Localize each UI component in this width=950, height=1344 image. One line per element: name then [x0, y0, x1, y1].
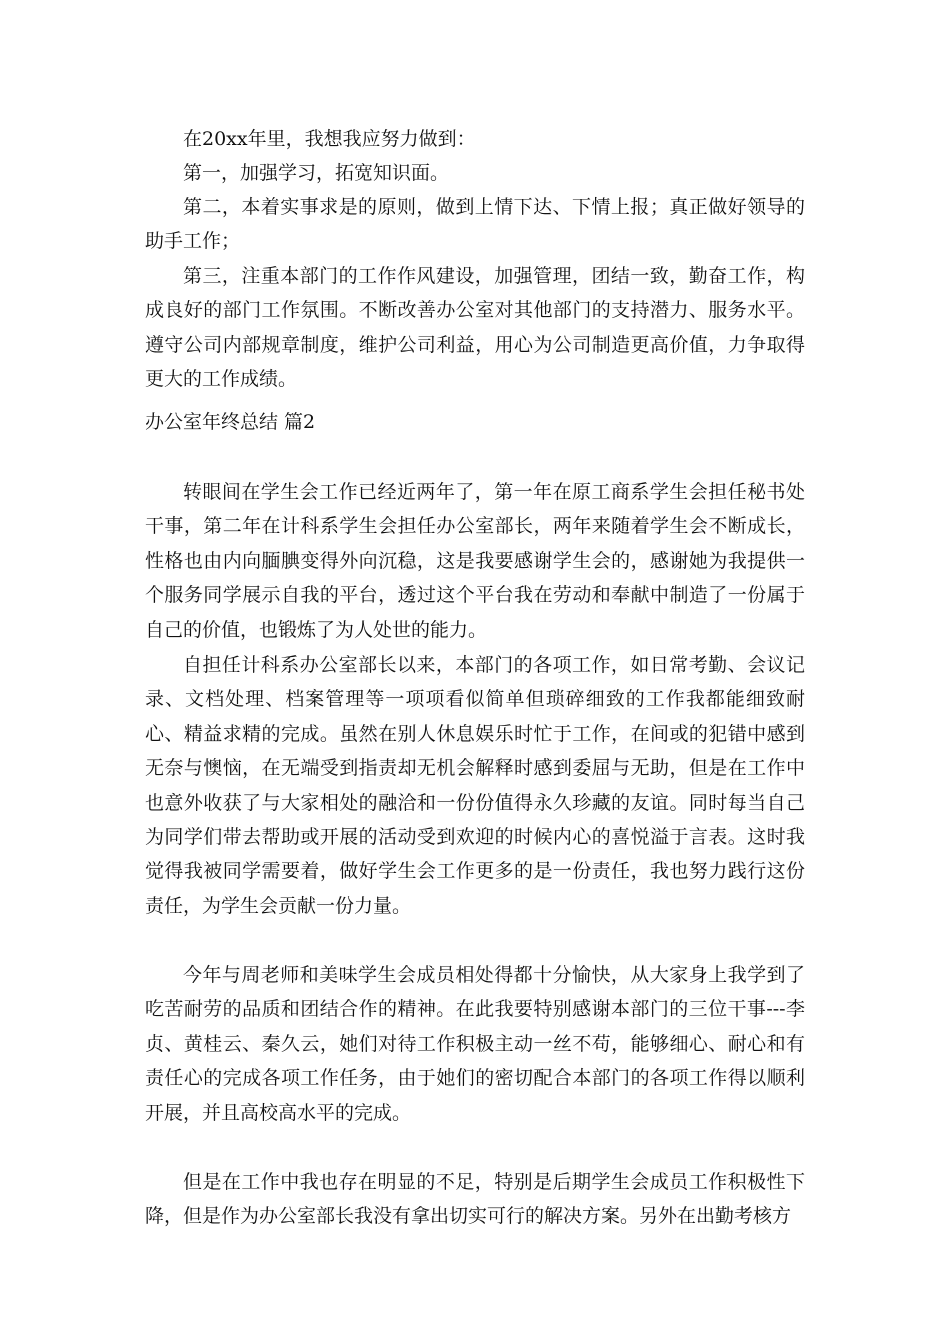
paragraph-point-one: 第一，加强学习，拓宽知识面。 [183, 162, 450, 184]
paragraph-point-three: 第三，注重本部门的工作作风建设，加强管理，团结一致，勤奋工作，构成良好的部门工作氛围。不断改善办公室对其他部门的支持潜力、服务水平。遵守公司内部规章制度，维护公司利益，用心为公司制造更高价值，力争取得更大的工作成绩。 [145, 265, 805, 391]
paragraph-body-2: 自担任计科系办公室部长以来，本部门的各项工作，如日常考勤、会议记录、文档处理、档案管理等一项项看似简单但琐碎细致的工作我都能细致耐心、精益求精的完成。虽然在别人休息娱乐时忙于工作，在间或的犯错中感到无奈与懊恼，在无端受到指责却无机会解释时感到委屈与无助，但是在工作中也意外收获了与大家相处的融洽和一份份值得永久珍藏的友谊。同时每当自己为同学们带去帮助或开展的活动受到欢迎的时候内心的喜悦溢于言表。这时我觉得我被同学需要着，做好学生会工作更多的是一份责任，我也努力践行这份责任，为学生会贡献一份力量。 [145, 654, 805, 917]
paragraph-point-two: 第二，本着实事求是的原则，做到上情下达、下情上报；真正做好领导的助手工作； [145, 196, 805, 253]
section-heading: 办公室年终总结 篇2 [145, 411, 316, 433]
paragraph-intro: 在20xx年里，我想我应努力做到： [183, 128, 476, 150]
paragraph-body-3: 今年与周老师和美味学生会成员相处得都十分愉快，从大家身上我学到了吃苦耐劳的品质和团结合作的精神。在此我要特别感谢本部门的三位干事---李贞、黄桂云、秦久云，她们对待工作积极主动一丝不苟，能够细心、耐心和有责任心的完成各项工作任务，由于她们的密切配合本部门的各项工作得以顺利开展，并且高校高水平的完成。 [145, 964, 805, 1124]
paragraph-body-1: 转眼间在学生会工作已经近两年了，第一年在原工商系学生会担任秘书处干事，第二年在计科系学生会担任办公室部长，两年来随着学生会不断成长，性格也由内向腼腆变得外向沉稳，这是我要感谢学生会的，感谢她为我提供一个服务同学展示自我的平台，透过这个平台我在劳动和奉献中制造了一份属于自己的价值，也锻炼了为人处世的能力。 [145, 481, 805, 641]
paragraph-body-4: 但是在工作中我也存在明显的不足，特别是后期学生会成员工作积极性下降，但是作为办公室部长我没有拿出切实可行的解决方案。另外在出勤考核方 [145, 1171, 805, 1228]
